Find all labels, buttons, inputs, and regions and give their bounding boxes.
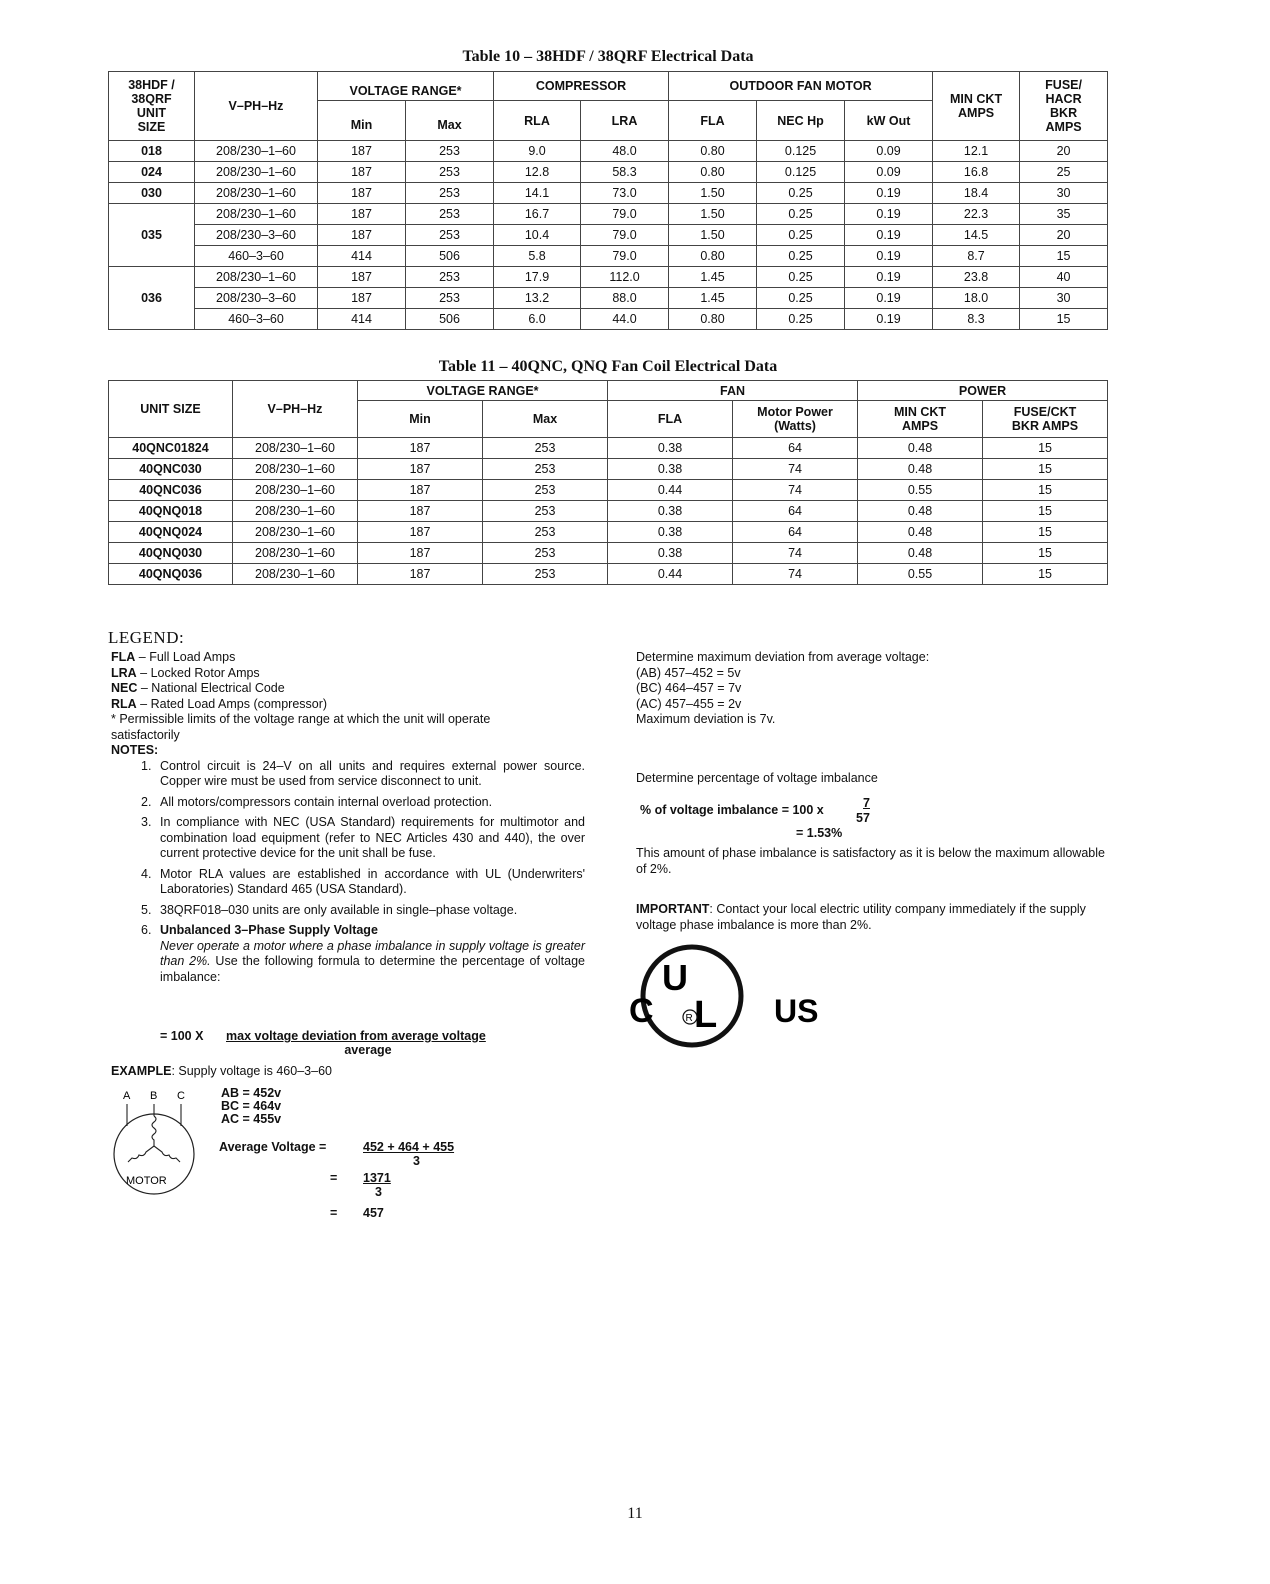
legend-item-nec: NEC – National Electrical Code bbox=[111, 681, 285, 695]
t10-cell: 0.25 bbox=[757, 309, 845, 330]
t10-cell: 44.0 bbox=[581, 309, 669, 330]
t10-cell: 208/230–1–60 bbox=[195, 204, 318, 225]
t11-cell: 0.48 bbox=[858, 501, 983, 522]
t11-cell: 208/230–1–60 bbox=[233, 564, 358, 585]
t10-cell: 0.09 bbox=[845, 141, 933, 162]
dev-line-ac: (AC) 457–455 = 2v bbox=[636, 696, 742, 711]
t10-cell: 18.0 bbox=[933, 288, 1020, 309]
value-ab: AB = 452v bbox=[221, 1086, 282, 1100]
winding-right bbox=[154, 1146, 180, 1162]
t11-cell: 0.44 bbox=[608, 564, 733, 585]
ul-u-letter: U bbox=[662, 957, 688, 998]
note-3: 3. In compliance with NEC (USA Standard) requirements for multimotor and combination load equipment (refer to NEC Articles 430 and 440), the over current protective device for the unit shall be fuse. bbox=[141, 815, 585, 860]
t10-cell: 6.0 bbox=[494, 309, 581, 330]
notes-list bbox=[111, 759, 586, 986]
note-4: 4. Motor RLA values are established in accordance with UL (Underwriters' Laboratories) Standard 465 (USA Standard). bbox=[141, 866, 585, 896]
t10-head-fla: FLA bbox=[669, 101, 757, 141]
t11-unit-size-cell: 40QNQ030 bbox=[109, 543, 233, 564]
note-1: 1. Control circuit is 24–V on all units and requires external power source. Copper wire must be used from service disconnect to unit. bbox=[141, 758, 585, 788]
avg-denominator: 3 bbox=[413, 1154, 420, 1168]
t10-cell: 187 bbox=[318, 288, 406, 309]
t11-cell: 253 bbox=[483, 438, 608, 459]
t10-unit-size-cell: 036 bbox=[109, 267, 195, 330]
t10-cell: 8.3 bbox=[933, 309, 1020, 330]
t10-cell: 0.19 bbox=[845, 183, 933, 204]
t10-cell: 460–3–60 bbox=[195, 246, 318, 267]
ul-logo bbox=[628, 942, 819, 1052]
t10-cell: 0.09 bbox=[845, 162, 933, 183]
t11-head-unit-size: UNIT SIZE bbox=[109, 381, 233, 438]
t11-cell: 253 bbox=[483, 501, 608, 522]
eq-1: = bbox=[330, 1171, 338, 1185]
t11-cell: 0.44 bbox=[608, 480, 733, 501]
t11-row bbox=[109, 438, 1108, 459]
t11-head-min-ckt: MIN CKT AMPS bbox=[858, 401, 983, 438]
phase-b-label: B bbox=[150, 1090, 158, 1102]
t10-row bbox=[109, 309, 1108, 330]
t11-unit-size-cell: 40QNQ018 bbox=[109, 501, 233, 522]
t11-unit-size-cell: 40QNQ036 bbox=[109, 564, 233, 585]
t10-cell: 25 bbox=[1020, 162, 1108, 183]
t10-cell: 460–3–60 bbox=[195, 309, 318, 330]
motor-diagram bbox=[108, 1086, 203, 1198]
t11-cell: 208/230–1–60 bbox=[233, 522, 358, 543]
t11-cell: 0.48 bbox=[858, 543, 983, 564]
t11-cell: 187 bbox=[358, 543, 483, 564]
t10-cell: 10.4 bbox=[494, 225, 581, 246]
pct-label: % of voltage imbalance = 100 x bbox=[640, 803, 824, 817]
t10-head-rla: RLA bbox=[494, 101, 581, 141]
value-bc: BC = 464v bbox=[221, 1099, 282, 1113]
t10-cell: 79.0 bbox=[581, 246, 669, 267]
t11-unit-size-cell: 40QNC036 bbox=[109, 480, 233, 501]
winding-left bbox=[128, 1146, 154, 1162]
satisfactory-text: This amount of phase imbalance is satisfactory as it is below the maximum allowable of 2%. bbox=[636, 846, 1105, 876]
t10-unit-size-cell: 018 bbox=[109, 141, 195, 162]
t10-cell: 208/230–3–60 bbox=[195, 288, 318, 309]
t10-cell: 0.25 bbox=[757, 183, 845, 204]
t10-cell: 0.80 bbox=[669, 309, 757, 330]
t10-cell: 14.1 bbox=[494, 183, 581, 204]
t10-row bbox=[109, 183, 1108, 204]
ul-c-letter: C bbox=[629, 992, 654, 1030]
t11-cell: 15 bbox=[983, 522, 1108, 543]
t10-head-unit-size: 38HDF / 38QRF UNIT SIZE bbox=[109, 72, 195, 141]
t11-head-voltage-range: VOLTAGE RANGE* bbox=[358, 381, 608, 401]
t10-cell: 208/230–1–60 bbox=[195, 267, 318, 288]
table11-caption: Table 11 – 40QNC, QNQ Fan Coil Electrical Data bbox=[438, 358, 778, 375]
example-line: EXAMPLE: Supply voltage is 460–3–60 bbox=[111, 1064, 332, 1078]
t10-head-vphhz: V–PH–Hz bbox=[195, 72, 318, 141]
t10-cell: 253 bbox=[406, 204, 494, 225]
t11-cell: 253 bbox=[483, 543, 608, 564]
t10-cell: 1.50 bbox=[669, 183, 757, 204]
formula-numerator: max voltage deviation from average voltage bbox=[226, 1029, 486, 1043]
formula-lhs: = 100 X bbox=[160, 1029, 204, 1043]
ul-logo-svg bbox=[628, 942, 819, 1052]
t10-head-kw-out: kW Out bbox=[845, 101, 933, 141]
max-dev-intro: Determine maximum deviation from average voltage: bbox=[636, 650, 930, 664]
note-6: 6. Unbalanced 3–Phase Supply Voltage Never operate a motor where a phase imbalance in supply voltage is greater than 2%. Use the following formula to determine the percentage of voltage imbalance: bbox=[141, 923, 586, 984]
t10-cell: 0.80 bbox=[669, 141, 757, 162]
t11-cell: 208/230–1–60 bbox=[233, 480, 358, 501]
t11-cell: 253 bbox=[483, 459, 608, 480]
t11-cell: 253 bbox=[483, 480, 608, 501]
t10-cell: 1.45 bbox=[669, 267, 757, 288]
t10-cell: 1.50 bbox=[669, 204, 757, 225]
t11-cell: 187 bbox=[358, 438, 483, 459]
t10-cell: 208/230–1–60 bbox=[195, 183, 318, 204]
t10-cell: 187 bbox=[318, 225, 406, 246]
t10-cell: 0.25 bbox=[757, 204, 845, 225]
phase-a-label: A bbox=[123, 1090, 131, 1102]
dev-line-bc: (BC) 464–457 = 7v bbox=[636, 681, 742, 695]
t10-unit-size-cell: 035 bbox=[109, 204, 195, 267]
pct-denominator: 57 bbox=[856, 811, 870, 825]
example-values bbox=[221, 1087, 281, 1126]
t11-cell: 0.38 bbox=[608, 522, 733, 543]
t10-cell: 8.7 bbox=[933, 246, 1020, 267]
t10-cell: 0.19 bbox=[845, 204, 933, 225]
t11-cell: 15 bbox=[983, 438, 1108, 459]
t10-cell: 0.19 bbox=[845, 246, 933, 267]
t10-cell: 48.0 bbox=[581, 141, 669, 162]
sum-denominator: 3 bbox=[375, 1185, 382, 1199]
notes-title: NOTES: bbox=[111, 743, 159, 757]
page-number: 11 bbox=[627, 1505, 643, 1522]
t10-cell: 16.8 bbox=[933, 162, 1020, 183]
t10-cell: 0.25 bbox=[757, 288, 845, 309]
legend-item-lra: LRA – Locked Rotor Amps bbox=[111, 665, 260, 680]
t10-cell: 1.50 bbox=[669, 225, 757, 246]
t11-cell: 15 bbox=[983, 564, 1108, 585]
t10-row bbox=[109, 141, 1108, 162]
t10-cell: 208/230–1–60 bbox=[195, 162, 318, 183]
t11-cell: 208/230–1–60 bbox=[233, 459, 358, 480]
t10-cell: 0.19 bbox=[845, 267, 933, 288]
t11-cell: 187 bbox=[358, 564, 483, 585]
t11-cell: 15 bbox=[983, 459, 1108, 480]
t11-cell: 0.55 bbox=[858, 480, 983, 501]
t10-row bbox=[109, 288, 1108, 309]
t11-head-vphhz: V–PH–Hz bbox=[233, 381, 358, 438]
t11-cell: 208/230–1–60 bbox=[233, 501, 358, 522]
t11-cell: 0.38 bbox=[608, 501, 733, 522]
t11-cell: 74 bbox=[733, 564, 858, 585]
t10-cell: 35 bbox=[1020, 204, 1108, 225]
right-column bbox=[636, 650, 1106, 728]
t11-cell: 0.48 bbox=[858, 438, 983, 459]
t10-cell: 253 bbox=[406, 141, 494, 162]
t10-unit-size-cell: 030 bbox=[109, 183, 195, 204]
pct-intro: Determine percentage of voltage imbalance bbox=[636, 771, 878, 785]
t11-row bbox=[109, 564, 1108, 585]
t10-cell: 0.25 bbox=[757, 246, 845, 267]
t10-row bbox=[109, 162, 1108, 183]
t10-cell: 1.45 bbox=[669, 288, 757, 309]
note-2: 2. All motors/compressors contain internal overload protection. bbox=[141, 794, 493, 809]
t10-cell: 58.3 bbox=[581, 162, 669, 183]
t10-cell: 20 bbox=[1020, 225, 1108, 246]
t10-cell: 22.3 bbox=[933, 204, 1020, 225]
t10-head-nec-hp: NEC Hp bbox=[757, 101, 845, 141]
t11-cell: 0.55 bbox=[858, 564, 983, 585]
eq-2: = bbox=[330, 1206, 338, 1220]
t10-cell: 187 bbox=[318, 162, 406, 183]
t10-cell: 187 bbox=[318, 267, 406, 288]
t10-cell: 0.25 bbox=[757, 225, 845, 246]
t11-cell: 0.48 bbox=[858, 459, 983, 480]
legend-item-rla: RLA – Rated Load Amps (compressor) bbox=[111, 696, 328, 711]
phase-c-label: C bbox=[177, 1090, 185, 1102]
t10-cell: 253 bbox=[406, 225, 494, 246]
t10-head-compressor: COMPRESSOR bbox=[494, 72, 669, 101]
t10-cell: 0.19 bbox=[845, 288, 933, 309]
t11-cell: 187 bbox=[358, 459, 483, 480]
t10-head-max: Max bbox=[406, 101, 494, 141]
dev-line-ab: (AB) 457–452 = 5v bbox=[636, 665, 741, 680]
t10-cell: 0.125 bbox=[757, 162, 845, 183]
t10-cell: 17.9 bbox=[494, 267, 581, 288]
table10 bbox=[108, 71, 1108, 330]
t10-cell: 253 bbox=[406, 162, 494, 183]
t10-cell: 187 bbox=[318, 183, 406, 204]
t11-cell: 74 bbox=[733, 543, 858, 564]
t11-cell: 187 bbox=[358, 501, 483, 522]
t11-row bbox=[109, 501, 1108, 522]
t10-cell: 0.19 bbox=[845, 225, 933, 246]
t11-cell: 64 bbox=[733, 438, 858, 459]
t10-head-outdoor-fan-motor: OUTDOOR FAN MOTOR bbox=[669, 72, 933, 101]
t11-cell: 74 bbox=[733, 480, 858, 501]
t11-head-fuse: FUSE/CKT BKR AMPS bbox=[983, 401, 1108, 438]
t11-head-max: Max bbox=[483, 401, 608, 438]
t10-head-min: Min bbox=[318, 101, 406, 141]
avg-result: 457 bbox=[363, 1206, 384, 1220]
t11-head-motor-power: Motor Power (Watts) bbox=[733, 401, 858, 438]
t11-cell: 187 bbox=[358, 522, 483, 543]
t10-cell: 12.1 bbox=[933, 141, 1020, 162]
t11-head-power: POWER bbox=[858, 381, 1108, 401]
t11-row bbox=[109, 480, 1108, 501]
t11-cell: 253 bbox=[483, 564, 608, 585]
motor-diagram-svg bbox=[108, 1086, 203, 1198]
t10-row bbox=[109, 246, 1108, 267]
t10-cell: 79.0 bbox=[581, 225, 669, 246]
table11 bbox=[108, 380, 1108, 585]
t10-cell: 506 bbox=[406, 246, 494, 267]
t11-unit-size-cell: 40QNC030 bbox=[109, 459, 233, 480]
t10-cell: 414 bbox=[318, 309, 406, 330]
t10-cell: 0.80 bbox=[669, 162, 757, 183]
ul-l-letter: L bbox=[694, 994, 718, 1036]
t10-cell: 15 bbox=[1020, 246, 1108, 267]
t10-cell: 88.0 bbox=[581, 288, 669, 309]
t10-cell: 73.0 bbox=[581, 183, 669, 204]
t10-cell: 253 bbox=[406, 267, 494, 288]
t10-cell: 15 bbox=[1020, 309, 1108, 330]
t10-cell: 208/230–3–60 bbox=[195, 225, 318, 246]
motor-label: MOTOR bbox=[126, 1175, 167, 1187]
t11-cell: 187 bbox=[358, 480, 483, 501]
t10-cell: 13.2 bbox=[494, 288, 581, 309]
t11-cell: 15 bbox=[983, 543, 1108, 564]
table10-caption: Table 10 – 38HDF / 38QRF Electrical Data bbox=[462, 48, 754, 65]
legend-item-fla: FLA – Full Load Amps bbox=[111, 650, 236, 664]
avg-numerator: 452 + 464 + 455 bbox=[363, 1140, 455, 1154]
t10-cell: 30 bbox=[1020, 288, 1108, 309]
t10-cell: 208/230–1–60 bbox=[195, 141, 318, 162]
t10-cell: 253 bbox=[406, 183, 494, 204]
t10-unit-size-cell: 024 bbox=[109, 162, 195, 183]
note-5: 5. 38QRF018–030 units are only available in single–phase voltage. bbox=[141, 902, 518, 917]
t10-cell: 253 bbox=[406, 288, 494, 309]
t11-row bbox=[109, 543, 1108, 564]
t10-row bbox=[109, 204, 1108, 225]
t10-cell: 40 bbox=[1020, 267, 1108, 288]
t10-cell: 20 bbox=[1020, 141, 1108, 162]
t10-cell: 14.5 bbox=[933, 225, 1020, 246]
t10-cell: 12.8 bbox=[494, 162, 581, 183]
formula-denominator: average bbox=[344, 1043, 392, 1057]
t10-head-fuse: FUSE/ HACR BKR AMPS bbox=[1020, 72, 1108, 141]
t11-cell: 0.38 bbox=[608, 459, 733, 480]
t10-cell: 18.4 bbox=[933, 183, 1020, 204]
t10-cell: 30 bbox=[1020, 183, 1108, 204]
t10-cell: 79.0 bbox=[581, 204, 669, 225]
pct-result: = 1.53% bbox=[796, 826, 843, 840]
t11-unit-size-cell: 40QNQ024 bbox=[109, 522, 233, 543]
t11-cell: 74 bbox=[733, 459, 858, 480]
t11-row bbox=[109, 459, 1108, 480]
t10-row bbox=[109, 225, 1108, 246]
t11-cell: 0.48 bbox=[858, 522, 983, 543]
legend-block bbox=[111, 650, 586, 990]
t11-head-fan: FAN bbox=[608, 381, 858, 401]
t11-cell: 15 bbox=[983, 501, 1108, 522]
t11-unit-size-cell: 40QNC01824 bbox=[109, 438, 233, 459]
t11-cell: 208/230–1–60 bbox=[233, 438, 358, 459]
t11-cell: 64 bbox=[733, 522, 858, 543]
important-text: IMPORTANT: Contact your local electric utility company immediately if the supply voltage phase imbalance is more than 2%. bbox=[636, 902, 1086, 932]
t10-cell: 0.125 bbox=[757, 141, 845, 162]
t11-cell: 15 bbox=[983, 480, 1108, 501]
t11-head-fla: FLA bbox=[608, 401, 733, 438]
pct-numerator: 7 bbox=[863, 796, 870, 810]
t10-row bbox=[109, 267, 1108, 288]
t10-head-min-ckt: MIN CKT AMPS bbox=[933, 72, 1020, 141]
t11-cell: 0.38 bbox=[608, 543, 733, 564]
winding-center bbox=[152, 1116, 156, 1146]
t11-cell: 0.38 bbox=[608, 438, 733, 459]
t10-head-voltage-range: VOLTAGE RANGE* bbox=[318, 72, 494, 101]
t10-cell: 112.0 bbox=[581, 267, 669, 288]
t11-row bbox=[109, 522, 1108, 543]
t10-cell: 0.80 bbox=[669, 246, 757, 267]
avg-label: Average Voltage = bbox=[219, 1140, 327, 1154]
t10-cell: 5.8 bbox=[494, 246, 581, 267]
t10-cell: 9.0 bbox=[494, 141, 581, 162]
t11-head-min: Min bbox=[358, 401, 483, 438]
t10-cell: 187 bbox=[318, 204, 406, 225]
t10-cell: 414 bbox=[318, 246, 406, 267]
ul-us-letters: US bbox=[774, 993, 819, 1029]
max-dev: Maximum deviation is 7v. bbox=[636, 712, 776, 726]
t10-head-lra: LRA bbox=[581, 101, 669, 141]
t10-cell: 506 bbox=[406, 309, 494, 330]
registered-r: R bbox=[685, 1013, 693, 1024]
legend-title: LEGEND: bbox=[108, 628, 185, 647]
t10-cell: 187 bbox=[318, 141, 406, 162]
t10-cell: 16.7 bbox=[494, 204, 581, 225]
legend-asterisk: * Permissible limits of the voltage range at which the unit will operate satisfactorily bbox=[111, 712, 491, 742]
t11-cell: 253 bbox=[483, 522, 608, 543]
t10-cell: 0.25 bbox=[757, 267, 845, 288]
t10-cell: 23.8 bbox=[933, 267, 1020, 288]
t10-cell: 0.19 bbox=[845, 309, 933, 330]
t11-cell: 208/230–1–60 bbox=[233, 543, 358, 564]
sum-numerator: 1371 bbox=[363, 1171, 391, 1185]
value-ac: AC = 455v bbox=[221, 1112, 282, 1126]
t11-cell: 64 bbox=[733, 501, 858, 522]
